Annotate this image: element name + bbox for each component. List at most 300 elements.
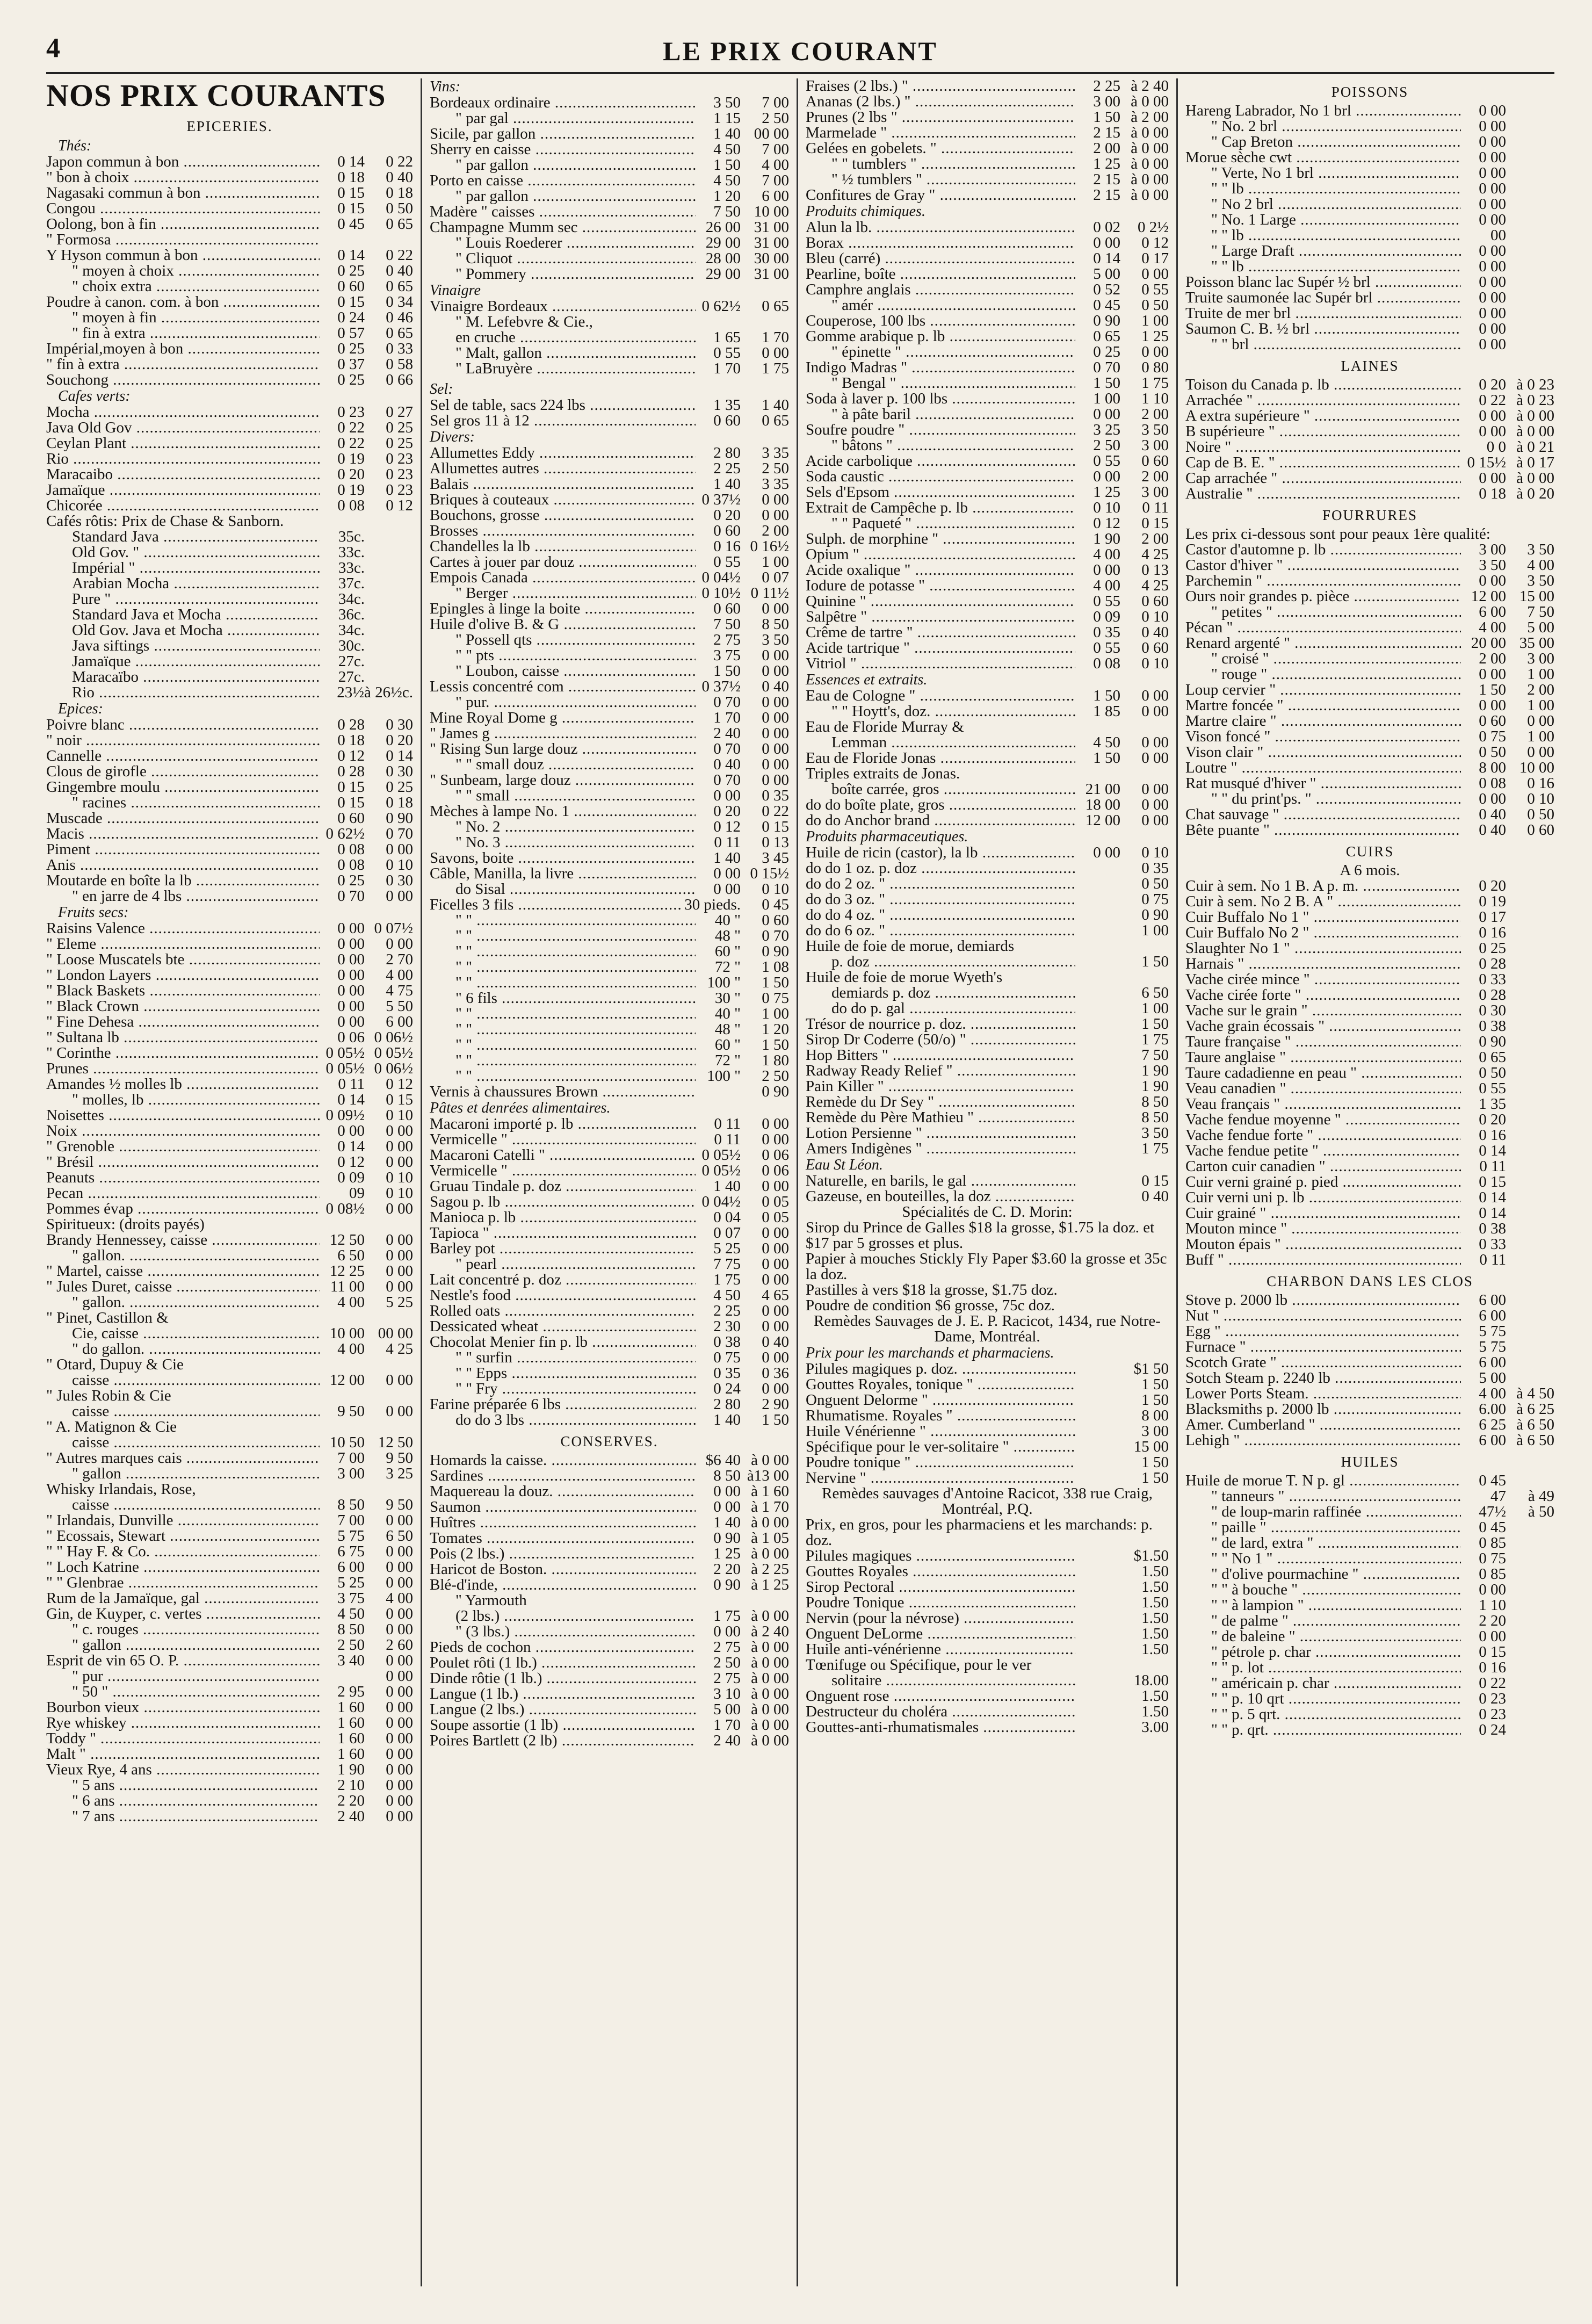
price-high: 1.50 xyxy=(1141,1625,1169,1642)
subsection-title: Prix pour les marchands et pharmaciens. xyxy=(806,1345,1054,1361)
price-row xyxy=(430,819,789,835)
section-spacer xyxy=(430,377,789,381)
item-label: " de palme " ..... xyxy=(1185,1613,1461,1629)
journal-title: LE PRIX COURANT xyxy=(663,36,938,66)
item-label: Prunes (2 lbs " ..... xyxy=(806,110,1075,125)
price-row xyxy=(46,1404,413,1419)
price-row xyxy=(806,861,1169,876)
item-label: " " ..... xyxy=(430,959,696,975)
price-low: 6 25 xyxy=(1479,1416,1506,1433)
price-row xyxy=(806,719,1169,735)
price-low: 0 00 xyxy=(1479,133,1506,150)
item-label: " Brésil ..... xyxy=(46,1154,320,1170)
price-low: 4 50 xyxy=(1093,734,1120,751)
price-row xyxy=(806,485,1169,500)
item-label: caisse ..... xyxy=(46,1435,320,1450)
item-label: Maracaïbo ..... xyxy=(46,669,320,685)
price-high: 4 00 xyxy=(762,156,789,174)
item-label: Pilules magiques ..... xyxy=(806,1548,1075,1564)
price-low: 23½ xyxy=(337,684,364,701)
price-low: 36c. xyxy=(338,606,365,623)
price-note: Sirop du Prince de Galles $18 la grosse, $1.75 la doz. et $17 par 5 grosses et plus. xyxy=(806,1219,1155,1252)
price-high: 0 00 xyxy=(1141,687,1169,704)
item-label: Ficelles 3 fils ..... xyxy=(430,897,681,913)
price-high: à 0 00 xyxy=(1516,407,1554,424)
price-row xyxy=(46,889,413,904)
price-high: 0 00 xyxy=(1141,781,1169,798)
price-high: 0 25 xyxy=(386,419,413,436)
price-row xyxy=(46,1139,413,1154)
price-low: 0 15½ xyxy=(1467,454,1506,471)
item-label: do do 6 oz. " ..... xyxy=(806,923,1075,939)
price-row xyxy=(806,578,1169,594)
item-label: " " No 1 " ..... xyxy=(1185,1551,1461,1567)
item-label: Amandes ½ molles lb ..... xyxy=(46,1077,320,1092)
item-label: Chocolat Menier fin p. lb ..... xyxy=(430,1334,696,1350)
price-low: 0 85 xyxy=(1479,1565,1506,1583)
price-high: 8 50 xyxy=(1141,1093,1169,1110)
price-low: 0 12 xyxy=(337,747,365,764)
item-label: Nervin (pour la névrose) ..... xyxy=(806,1611,1075,1626)
price-row xyxy=(1185,1722,1554,1738)
price-row xyxy=(430,95,789,111)
price-low: 0 20 xyxy=(337,466,365,483)
price-row xyxy=(1185,636,1554,651)
price-row xyxy=(46,201,413,216)
price-high: 1 50 xyxy=(762,1036,789,1053)
price-high: 1 75 xyxy=(1141,374,1169,392)
price-high: 1 00 xyxy=(1527,666,1554,683)
price-low: 0 00 xyxy=(1479,423,1506,440)
item-label: Taure cadadienne en peau " ..... xyxy=(1185,1065,1461,1081)
price-row xyxy=(806,391,1169,407)
item-label: Trésor de nourrice p. doz. ..... xyxy=(806,1016,1075,1032)
price-low: 0 28 xyxy=(1479,955,1506,972)
item-label: " Rising Sun large douz ..... xyxy=(430,741,696,757)
price-high: 0 15 xyxy=(1141,1172,1169,1189)
item-label: " Large Draft ..... xyxy=(1185,243,1461,259)
item-label: " " Glenbrae ..... xyxy=(46,1575,320,1591)
price-high: 2 70 xyxy=(386,951,413,968)
item-label: Toddy " ..... xyxy=(46,1731,320,1746)
price-row xyxy=(1185,337,1554,352)
price-row xyxy=(46,1746,413,1762)
price-row xyxy=(46,514,413,529)
price-low: 4 00 xyxy=(1479,1385,1506,1402)
price-high: 0 00 xyxy=(762,507,789,524)
price-row xyxy=(806,438,1169,453)
item-label: Vache grain écossais " ..... xyxy=(1185,1019,1461,1034)
price-row xyxy=(46,405,413,420)
price-row xyxy=(46,341,413,357)
price-high: 0 00 xyxy=(762,1271,789,1288)
item-label: Vitriol " ..... xyxy=(806,656,1075,672)
price-row xyxy=(430,1686,789,1702)
item-label: " LaBruyère ..... xyxy=(430,361,696,377)
price-row xyxy=(1185,212,1554,228)
price-row xyxy=(46,498,413,514)
item-label: " Corinthe ..... xyxy=(46,1045,320,1061)
price-low: 0 23 xyxy=(337,403,365,421)
price-low: 29 00 xyxy=(705,234,741,251)
item-label: " do gallon. ..... xyxy=(46,1341,320,1357)
price-low: 0 00 xyxy=(1479,572,1506,589)
price-high: 0 00 xyxy=(386,1278,413,1295)
price-high: 0 06 xyxy=(762,1146,789,1164)
item-label: " London Layers ..... xyxy=(46,968,320,983)
item-label: Martre claire " ..... xyxy=(1185,713,1461,729)
subsection-title: Vins: xyxy=(430,78,461,95)
price-row xyxy=(46,983,413,999)
item-label: demiards p. doz ..... xyxy=(806,985,1075,1001)
price-row xyxy=(806,640,1169,656)
price-high: 4 00 xyxy=(386,1590,413,1607)
item-label: Clous de girofle ..... xyxy=(46,764,320,780)
price-row xyxy=(430,601,789,617)
item-label: Allumettes Eddy ..... xyxy=(430,445,696,461)
price-row xyxy=(806,876,1169,892)
masthead xyxy=(46,31,1554,74)
price-row xyxy=(806,907,1169,923)
price-row xyxy=(430,1531,789,1546)
item-label: Pois (2 lbs.) ..... xyxy=(430,1546,696,1562)
price-low: 2 40 xyxy=(337,1808,365,1825)
price-row xyxy=(430,1453,789,1468)
price-high: 0 13 xyxy=(1141,561,1169,579)
price-low: 1 15 xyxy=(713,110,741,127)
price-low: 1 50 xyxy=(713,156,741,174)
price-row xyxy=(46,451,413,467)
price-row xyxy=(806,469,1169,485)
price-low: 27c. xyxy=(338,668,365,685)
price-row xyxy=(806,1439,1169,1455)
price-row xyxy=(806,266,1169,282)
price-row xyxy=(1185,275,1554,290)
price-low: 1 40 xyxy=(713,849,741,867)
item-label: Sel de table, sacs 224 lbs ..... xyxy=(430,398,696,413)
price-low: 1 50 xyxy=(713,662,741,680)
price-row xyxy=(46,1528,413,1544)
item-label: " No. 2 ..... xyxy=(430,819,696,835)
price-high: 31 00 xyxy=(754,265,789,283)
item-label: " Cap Breton ..... xyxy=(1185,134,1461,150)
item-label: Porto en caisse ..... xyxy=(430,173,696,189)
item-label: " Pommery ..... xyxy=(430,266,696,282)
item-label: Soufre poudre " ..... xyxy=(806,422,1075,438)
price-row xyxy=(806,376,1169,391)
price-low: 2 50 xyxy=(713,1654,741,1671)
price-high: 2 50 xyxy=(762,1067,789,1085)
item-label: Couperose, 100 lbs ..... xyxy=(806,313,1075,329)
price-row xyxy=(46,1077,413,1092)
price-row xyxy=(430,1655,789,1671)
item-label: Iodure de potasse " ..... xyxy=(806,578,1075,594)
price-row xyxy=(430,1733,789,1749)
price-high: 0 30 xyxy=(386,716,413,733)
price-low: 12 00 xyxy=(329,1372,365,1389)
price-high: à 1 60 xyxy=(751,1483,789,1500)
price-high: 0 00 xyxy=(762,725,789,742)
price-row xyxy=(430,1499,789,1515)
price-row xyxy=(1185,1050,1554,1065)
price-high: 0 12 xyxy=(386,1076,413,1093)
price-low: 0 15 xyxy=(1479,1173,1506,1190)
price-row xyxy=(806,985,1169,1001)
price-low: 4 00 xyxy=(1093,577,1120,594)
price-row xyxy=(806,1548,1169,1564)
item-label: " " à lampion " ..... xyxy=(1185,1598,1461,1613)
price-row xyxy=(806,313,1169,329)
item-label: " fin à extra ..... xyxy=(46,357,320,372)
price-low: 1 70 xyxy=(713,360,741,377)
item-label: Opium " ..... xyxy=(806,547,1075,562)
price-row xyxy=(1185,620,1554,636)
item-label: A extra supérieure " ..... xyxy=(1185,408,1461,424)
price-high: 0 15 xyxy=(1141,515,1169,532)
price-high: 0 00 xyxy=(762,1349,789,1366)
price-row xyxy=(46,1684,413,1700)
price-low: 0 28 xyxy=(337,763,365,780)
price-row xyxy=(1185,471,1554,486)
price-row xyxy=(46,1061,413,1077)
price-row xyxy=(46,1466,413,1482)
item-label: " bâtons " ..... xyxy=(806,438,1075,453)
item-label: " " p. 5 qrt. ..... xyxy=(1185,1707,1461,1722)
price-row xyxy=(806,1626,1169,1642)
price-low: 0 70 xyxy=(713,694,741,711)
price-low: 0 50 xyxy=(1479,1064,1506,1081)
item-label: Langue (1 lb.) ..... xyxy=(430,1686,696,1702)
item-label: " Sunbeam, large douz ..... xyxy=(430,773,696,788)
item-label: " 5 ans ..... xyxy=(46,1778,320,1793)
price-row xyxy=(806,1001,1169,1016)
item-label: Impérial,moyen à bon ..... xyxy=(46,341,320,357)
price-row xyxy=(46,436,413,451)
price-row xyxy=(46,420,413,436)
price-high: 0 33 xyxy=(386,340,413,357)
price-row xyxy=(1185,1676,1554,1691)
item-label: Cafés rôtis: Prix de Chase & Sanborn. xyxy=(46,514,284,529)
price-high: 0 20 xyxy=(386,732,413,749)
price-low: 0 00 xyxy=(337,966,365,984)
price-low: 0 00 xyxy=(1093,468,1120,485)
item-label: Spécifique pour le ver-solitaire " ..... xyxy=(806,1439,1075,1455)
price-low: 34c. xyxy=(338,622,365,639)
price-low: 0 22 xyxy=(1479,1675,1506,1692)
item-label: " gallon ..... xyxy=(46,1637,320,1653)
price-low: 10 00 xyxy=(329,1325,365,1342)
item-label: " racines ..... xyxy=(46,795,320,811)
price-low: 0 65 xyxy=(1093,328,1120,345)
price-high: 1 08 xyxy=(762,958,789,976)
price-low: 0 22 xyxy=(1479,392,1506,409)
price-low: 0 15 xyxy=(337,200,365,217)
price-row xyxy=(46,873,413,889)
item-label: " " Epps ..... xyxy=(430,1366,696,1381)
price-row xyxy=(430,632,789,648)
item-label: Câble, Manilla, la livre ..... xyxy=(430,866,696,882)
price-row xyxy=(1185,1613,1554,1629)
price-high: 0 70 xyxy=(386,825,413,842)
subsection-title: Sel: xyxy=(430,381,453,398)
price-row xyxy=(806,110,1169,125)
price-high: 1.50 xyxy=(1141,1563,1169,1580)
item-label: Cuir à sem. No 2 B. A " ..... xyxy=(1185,894,1461,910)
price-row xyxy=(1185,1128,1554,1143)
item-label: Huîtres ..... xyxy=(430,1515,696,1531)
price-low: 4 50 xyxy=(713,1287,741,1304)
item-label: " 7 ans ..... xyxy=(46,1809,320,1824)
item-label: Impérial " ..... xyxy=(46,560,320,576)
item-label: Crême de tartre " ..... xyxy=(806,625,1075,640)
item-label: Macis ..... xyxy=(46,826,320,842)
price-low: 0 25 xyxy=(1093,343,1120,360)
price-low: 2 80 xyxy=(713,444,741,461)
price-low: 0 00 xyxy=(337,1013,365,1030)
price-row xyxy=(430,111,789,126)
price-low: 0 05½ xyxy=(325,1060,365,1077)
item-label: Arrachée " ..... xyxy=(1185,393,1461,408)
item-label: Sotch Steam p. 2240 lb ..... xyxy=(1185,1370,1461,1386)
item-label: " Jules Robin & Cie xyxy=(46,1388,171,1404)
item-label: " " small douz ..... xyxy=(430,757,696,773)
item-label: " Martel, caisse ..... xyxy=(46,1264,320,1279)
price-row xyxy=(430,157,789,173)
price-high: 15 00 xyxy=(1133,1438,1169,1455)
price-low: 0 15 xyxy=(337,778,365,796)
price-row xyxy=(46,1544,413,1560)
price-low: 60 " xyxy=(714,943,741,960)
subsection-title: Essences et extraits. xyxy=(806,672,928,688)
price-row xyxy=(1185,1598,1554,1613)
price-low: 0 28 xyxy=(337,716,365,733)
item-label: Fraises (2 lbs.) " ..... xyxy=(806,78,1075,94)
price-row xyxy=(46,764,413,780)
price-low: 0 23 xyxy=(1479,1690,1506,1707)
price-row xyxy=(1185,1159,1554,1174)
price-row xyxy=(1185,1252,1554,1268)
price-high: 0 00 xyxy=(762,1224,789,1242)
price-row xyxy=(430,773,789,788)
item-label: " Jules Duret, caisse ..... xyxy=(46,1279,320,1295)
price-low: 0 05½ xyxy=(325,1044,365,1062)
price-high: 0 45 xyxy=(762,896,789,913)
price-low: 12 00 xyxy=(1471,588,1506,605)
price-low: 5 00 xyxy=(1093,265,1120,283)
price-row xyxy=(430,1381,789,1397)
item-label: Huile anti-vénérienne ..... xyxy=(806,1642,1075,1657)
price-row xyxy=(1185,878,1554,894)
price-row xyxy=(806,1720,1169,1735)
price-high: 1 50 xyxy=(1141,1469,1169,1486)
price-low: 12 00 xyxy=(1085,812,1120,829)
price-high: 1 00 xyxy=(762,553,789,571)
item-label: " moyen à fin ..... xyxy=(46,310,320,326)
price-row xyxy=(430,345,789,361)
price-row xyxy=(1185,713,1554,729)
item-label: Java siftings ..... xyxy=(46,638,320,654)
price-high: à 0 23 xyxy=(1516,392,1554,409)
price-row xyxy=(1185,119,1554,134)
price-low: 12 25 xyxy=(329,1262,365,1280)
price-high: à 0 00 xyxy=(751,1607,789,1625)
price-high: 35 00 xyxy=(1519,634,1554,652)
price-high: 0 00 xyxy=(386,1792,413,1809)
price-low: 0 00 xyxy=(337,982,365,999)
item-label: Java Old Gov ..... xyxy=(46,420,320,436)
item-label: Ceylan Plant ..... xyxy=(46,436,320,451)
item-label: Quinine " ..... xyxy=(806,594,1075,609)
price-low: 0 00 xyxy=(1479,211,1506,228)
price-high: 0 22 xyxy=(386,247,413,264)
item-label: en cruche ..... xyxy=(430,330,696,345)
item-label: Ours noir grandes p. pièce ..... xyxy=(1185,589,1461,604)
item-label: Vieux Rye, 4 ans ..... xyxy=(46,1762,320,1778)
item-label: " Cliquot ..... xyxy=(430,251,696,266)
price-low: 0 00 xyxy=(1479,180,1506,197)
price-low: 1 60 xyxy=(337,1699,365,1716)
price-low: 0 22 xyxy=(337,435,365,452)
price-low: 0 16 xyxy=(1479,1127,1506,1144)
price-high: 0 12 xyxy=(1141,234,1169,251)
price-low: 00 xyxy=(1490,227,1506,244)
price-row xyxy=(430,991,789,1006)
price-high: 3 50 xyxy=(762,631,789,648)
item-label: Amer. Cumberland " ..... xyxy=(1185,1417,1461,1433)
price-row xyxy=(430,361,789,377)
section-title: CONSERVES. xyxy=(560,1433,658,1449)
price-low: 0 70 xyxy=(713,771,741,789)
price-low: 5 25 xyxy=(337,1574,365,1591)
price-row xyxy=(46,638,413,654)
item-label: Sagou p. lb ..... xyxy=(430,1194,696,1210)
price-high: 0 65 xyxy=(386,278,413,295)
item-label: Gomme arabique p. lb ..... xyxy=(806,329,1075,344)
price-high: 0 36 xyxy=(762,1365,789,1382)
item-label: do do 3 lbs ..... xyxy=(430,1412,696,1428)
price-low: 0 40 xyxy=(1479,821,1506,839)
price-high: 0 66 xyxy=(386,371,413,388)
price-row xyxy=(806,1094,1169,1110)
item-label: " Otard, Dupuy & Cie xyxy=(46,1357,184,1373)
price-high: 1 50 xyxy=(762,1411,789,1428)
price-row xyxy=(806,1579,1169,1595)
price-high: 10 00 xyxy=(754,203,789,220)
price-row xyxy=(806,172,1169,187)
item-label: Mouton épais " ..... xyxy=(1185,1237,1461,1252)
subsection-title: Fruits secs: xyxy=(58,904,129,921)
price-low: 0 02 xyxy=(1093,219,1120,236)
price-low: 0 45 xyxy=(1093,297,1120,314)
price-row xyxy=(1185,1660,1554,1676)
price-row xyxy=(806,282,1169,298)
price-low: 0 24 xyxy=(1479,1721,1506,1738)
item-label: Vache fendue petite " ..... xyxy=(1185,1143,1461,1159)
item-label: Sulph. de morphine " ..... xyxy=(806,531,1075,547)
price-high: 9 50 xyxy=(386,1496,413,1513)
price-low: 2 25 xyxy=(713,1302,741,1319)
price-low: 0 70 xyxy=(713,740,741,757)
price-row xyxy=(1185,1417,1554,1433)
price-low: 0 20 xyxy=(1479,1111,1506,1128)
price-low: 0 19 xyxy=(337,450,365,467)
item-label: " molles, lb ..... xyxy=(46,1092,320,1108)
price-high: 0 00 xyxy=(386,1761,413,1778)
price-note: Papier à mouches Stickly Fly Paper $3.60 la grosse et 35c la doz. xyxy=(806,1250,1167,1283)
price-high: 1.50 xyxy=(1141,1641,1169,1658)
price-low: 0 62½ xyxy=(325,825,365,842)
price-low: 2 10 xyxy=(337,1777,365,1794)
